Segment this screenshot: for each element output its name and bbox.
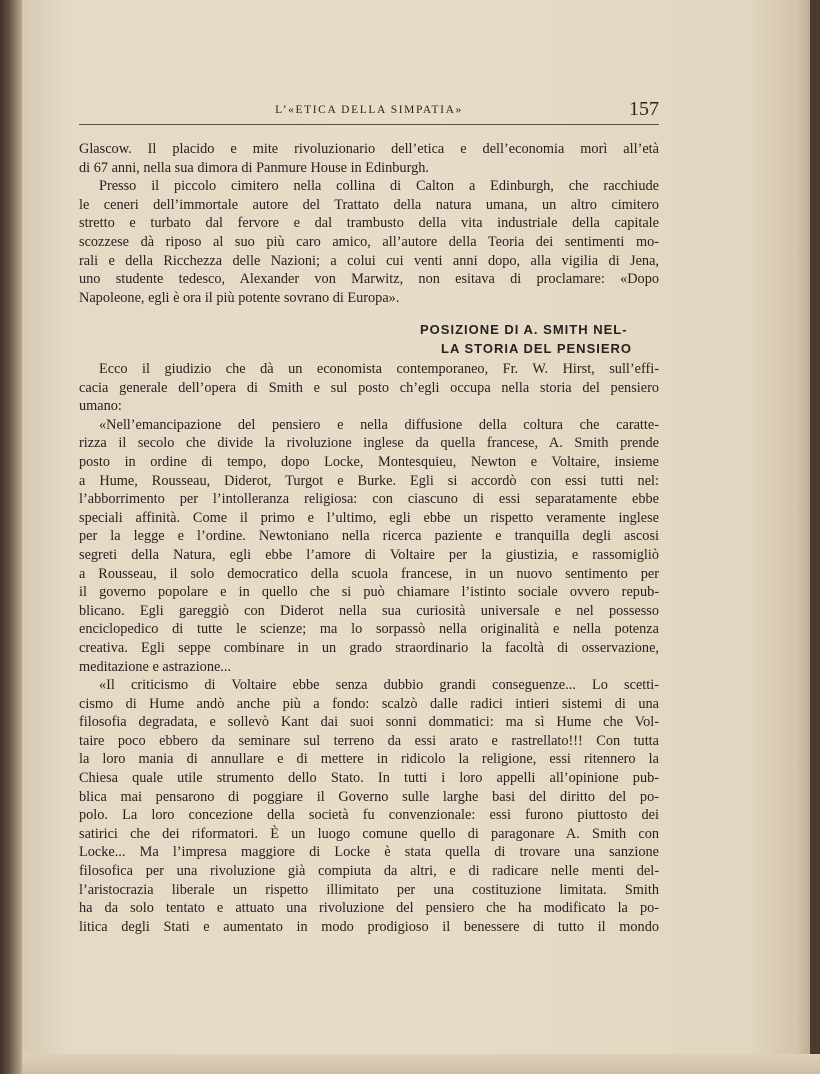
text-line: filosofia degradata, e sollevò Kant dai suoi sonni dommatici: ma sì Hume che Vol- bbox=[79, 714, 659, 731]
text-line: l’aristocrazia liberale un rispetto illimitato per una costituzione limitata. Smith bbox=[79, 881, 659, 898]
paragraph-block-1 bbox=[79, 140, 659, 307]
text-line: posto in ordine di tempo, dopo Locke, Montesquieu, Newton e Voltaire, insieme bbox=[79, 453, 659, 470]
text-line: rizza il secolo che divide la rivoluzione inglese da quella francese, A. Smith prende bbox=[79, 435, 659, 452]
page-number: 157 bbox=[629, 98, 659, 120]
text-line: litica degli Stati e aumentato in modo prodigioso il benessere di tutto il mondo bbox=[79, 918, 659, 935]
header-rule bbox=[79, 124, 659, 125]
section-heading-line: LA STORIA DEL PENSIERO bbox=[441, 341, 633, 356]
text-line: «Il criticismo di Voltaire ebbe senza dubbio grandi conseguenze... Lo scetti- bbox=[99, 677, 659, 694]
text-line: Glascow. Il placido e mite rivoluzionario dell’etica e dell’economia morì all’età bbox=[79, 141, 659, 157]
text-line: rali e della Ricchezza delle Nazioni; a colui cui venti anni dopo, alla vigilia di Jena, bbox=[79, 252, 659, 269]
text-line: le ceneri dell’immortale autore del Trattato della natura umana, un altro cimitero bbox=[79, 196, 659, 213]
running-header bbox=[79, 98, 659, 123]
page-bottom-edge bbox=[22, 1054, 820, 1074]
text-line: per la legge e l’ordine. Newtoniano nella ricerca paziente e tranquilla degli ascosi bbox=[79, 528, 659, 545]
text-line: enciclopedico di tutte le scienze; ma lo sorpassò nella originalità e nella potenza bbox=[79, 621, 659, 638]
text-line: speciali affinità. Come il primo e l’ultimo, egli ebbe un rispetto veramente inglese bbox=[79, 509, 659, 526]
binding-edge bbox=[0, 0, 22, 1074]
text-line: blica mai pensarono di poggiare il Governo sulle larghe basi del diritto del po- bbox=[79, 788, 659, 805]
text-line: la loro mania di annullare e di mettere in ridicolo la religione, essi ritennero la bbox=[79, 751, 659, 768]
text-line: uno studente tedesco, Alexander von Marwitz, non esitava di proclamare: «Dopo bbox=[79, 271, 659, 288]
running-title: L’«ETICA DELLA SIMPATIA» bbox=[275, 104, 463, 116]
text-line: ha da solo tentato e attuato una rivoluzione del pensiero che ha modificato la po- bbox=[79, 900, 659, 917]
text-line: a Rousseau, il solo democratico della scuola francese, in un nuovo sentimento per bbox=[79, 565, 659, 582]
text-line: satirici che dei riformatori. È un luogo comune quello di paragonare A. Smith con bbox=[79, 825, 659, 842]
section-heading-line: POSIZIONE DI A. SMITH NEL- bbox=[420, 322, 628, 337]
text-line: Presso il piccolo cimitero nella collina di Calton a Edinburgh, che racchiude bbox=[99, 178, 659, 195]
text-line: l’abborrimento per l’intolleranza religiosa: con ciascuno di essi separatamente ebbe bbox=[79, 491, 659, 508]
text-line: polo. La loro concezione della società fu convenzionale: essi furono piuttosto dei bbox=[79, 807, 659, 824]
text-line: cismo di Hume andò anche più a fondo: scalzò dalle radici intieri sistemi di una bbox=[79, 695, 659, 712]
text-line: filosofica per una rivoluzione già compiuta da altri, e di radicare nelle menti del- bbox=[79, 863, 659, 880]
text-line: segreti della Natura, egli ebbe l’amore di Voltaire per la giustizia, e rassomigliò bbox=[79, 546, 659, 563]
page-edge bbox=[796, 0, 810, 1074]
text-line: il governo popolare e in quello che si può chiamare l’istinto sociale ovvero repub- bbox=[79, 584, 659, 601]
paragraph-block-2 bbox=[79, 360, 659, 936]
text-line: taire poco ebbero da seminare sul terreno da essi arato e rastrellato!!! Con tutta bbox=[79, 732, 659, 749]
text-line: di 67 anni, nella sua dimora di Panmure House in Edinburgh. bbox=[79, 159, 429, 176]
text-line: meditazione e astrazione... bbox=[79, 658, 232, 675]
section-heading bbox=[420, 320, 659, 358]
text-line: a Hume, Rousseau, Diderot, Turgot e Burke. Egli si accordò con essi tutti nel: bbox=[79, 472, 659, 489]
text-line: umano: bbox=[79, 398, 122, 415]
text-line: creativa. Egli seppe combinare in un grado straordinario la facoltà di osservazione, bbox=[79, 639, 659, 656]
text-line: «Nell’emancipazione del pensiero e nella diffusione della coltura che caratte- bbox=[99, 416, 659, 433]
text-line: Locke... Ma l’impresa maggiore di Locke è stata quella di trovare una sanzione bbox=[79, 844, 659, 861]
text-line: cacia generale dell’opera di Smith e sul posto ch’egli occupa nella storia del pensiero bbox=[79, 379, 659, 396]
text-line: stretto e turbato dal fervore e dal trambusto della vita industriale della capitale bbox=[79, 215, 659, 232]
text-line: blicano. Egli gareggiò con Diderot nella sua curiosità universale e nel possesso bbox=[79, 602, 659, 619]
text-line: Napoleone, egli è ora il più potente sovrano di Europa». bbox=[79, 289, 400, 306]
text-line: scozzese dà riposo al suo più caro amico, all’autore della Teoria dei sentimenti mo- bbox=[79, 233, 659, 250]
text-line: Chiesa quale utile strumento dello Stato. In tutti i loro appelli all’opinione pub- bbox=[79, 770, 659, 787]
text-line: Ecco il giudizio che dà un economista contemporaneo, Fr. W. Hirst, sull’effi- bbox=[99, 361, 659, 377]
